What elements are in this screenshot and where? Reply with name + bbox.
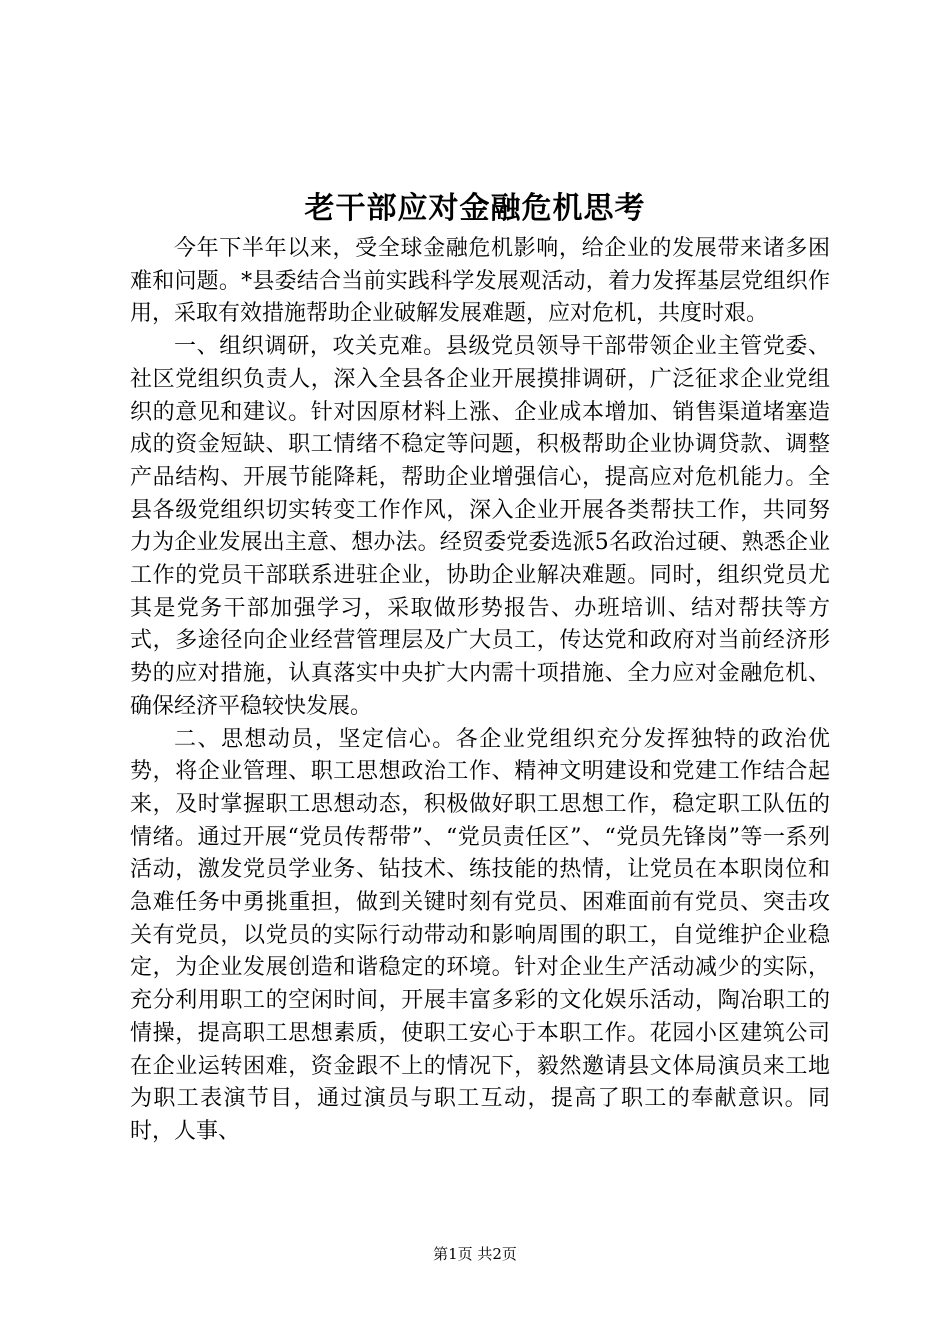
document-body [130, 233, 830, 1149]
paragraph-intro: 今年下半年以来，受全球金融危机影响，给企业的发展带来诸多困难和问题。*县委结合当前实践科学发展观活动，着力发挥基层党组织作用，采取有效措施帮助企业破解发展难题，应对危机，共度时艰。 [130, 236, 830, 327]
page-footer: 第1页 共2页 [433, 1245, 517, 1263]
paragraph-section-one: 一、组织调研，攻关克难。县级党员领导干部带领企业主管党委、社区党组织负责人，深入全县各企业开展摸排调研，广泛征求企业党组织的意见和建议。针对因原材料上涨、企业成本增加、销售渠道堵塞造成的资金短缺、职工情绪不稳定等问题，积极帮助企业协调贷款、调整产品结构、开展节能降耗，帮助企业增强信心，提高应对危机能力。全县各级党组织切实转变工作作风，深入企业开展各类帮扶工作，共同努力为企业发展出主意、想办法。经贸委党委选派5名政治过硬、熟悉企业工作的党员干部联系进驻企业，协助企业解决难题。同时，组织党员尤其是党务干部加强学习，采取做形势报告、办班培训、结对帮扶等方式，多途径向企业经营管理层及广大员工，传达党和政府对当前经济形势的应对措施，认真落实中央扩大内需十项措施、全力应对金融危机、确保经济平稳较快发展。 [130, 334, 830, 719]
paragraph-section-two: 二、思想动员，坚定信心。各企业党组织充分发挥独特的政治优势，将企业管理、职工思想政治工作、精神文明建设和党建工作结合起来，及时掌握职工思想动态，积极做好职工思想工作，稳定职工队伍的情绪。通过开展“党员传帮带”、“党员责任区”、“党员先锋岗”等一系列活动，激发党员学业务、钻技术、练技能的热情，让党员在本职岗位和急难任务中勇挑重担，做到关键时刻有党员、困难面前有党员、突击攻关有党员，以党员的实际行动带动和影响周围的职工，自觉维护企业稳定，为企业发展创造和谐稳定的环境。针对企业生产活动减少的实际，充分利用职工的空闲时间，开展丰富多彩的文化娱乐活动，陶冶职工的情操，提高职工思想素质，使职工安心于本职工作。花园小区建筑公司在企业运转困难，资金跟不上的情况下，毅然邀请县文体局演员来工地为职工表演节目，通过演员与职工互动，提高了职工的奉献意识。同时，人事、 [130, 726, 830, 1144]
document-title: 老干部应对金融危机思考 [304, 191, 646, 226]
